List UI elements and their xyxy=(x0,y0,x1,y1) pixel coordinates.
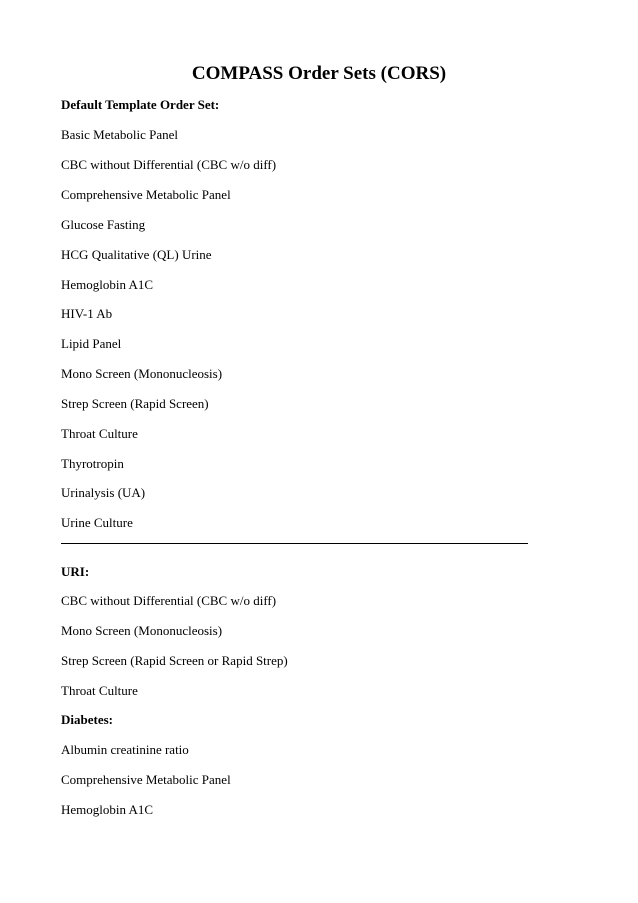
list-item: HIV-1 Ab xyxy=(61,306,113,321)
list-item: Urine Culture xyxy=(61,515,133,530)
section-heading-uri: URI: xyxy=(61,564,90,579)
list-item: Thyrotropin xyxy=(61,456,124,471)
list-item: Albumin creatinine ratio xyxy=(61,742,189,757)
list-item: Urinalysis (UA) xyxy=(61,485,146,500)
list-item: CBC without Differential (CBC w/o diff) xyxy=(61,593,277,608)
list-item: CBC without Differential (CBC w/o diff) xyxy=(61,157,277,172)
list-item: Hemoglobin A1C xyxy=(61,277,154,292)
list-item: Comprehensive Metabolic Panel xyxy=(61,187,231,202)
list-item: Glucose Fasting xyxy=(61,217,146,232)
horizontal-divider xyxy=(61,543,528,544)
list-item: Throat Culture xyxy=(61,426,138,441)
page-title: COMPASS Order Sets (CORS) xyxy=(191,63,447,84)
list-item: Strep Screen (Rapid Screen) xyxy=(61,396,209,411)
section-heading-diabetes: Diabetes: xyxy=(61,712,113,727)
list-item: Lipid Panel xyxy=(61,336,122,351)
list-item: HCG Qualitative (QL) Urine xyxy=(61,247,212,262)
list-item: Mono Screen (Mononucleosis) xyxy=(61,623,223,638)
list-item: Throat Culture xyxy=(61,683,138,698)
list-item: Basic Metabolic Panel xyxy=(61,127,178,142)
list-item: Mono Screen (Mononucleosis) xyxy=(61,366,223,381)
list-item: Comprehensive Metabolic Panel xyxy=(61,772,231,787)
list-item: Hemoglobin A1C xyxy=(61,802,154,817)
list-item: Strep Screen (Rapid Screen or Rapid Strep) xyxy=(61,653,288,668)
section-heading-default-template: Default Template Order Set: xyxy=(61,97,220,112)
